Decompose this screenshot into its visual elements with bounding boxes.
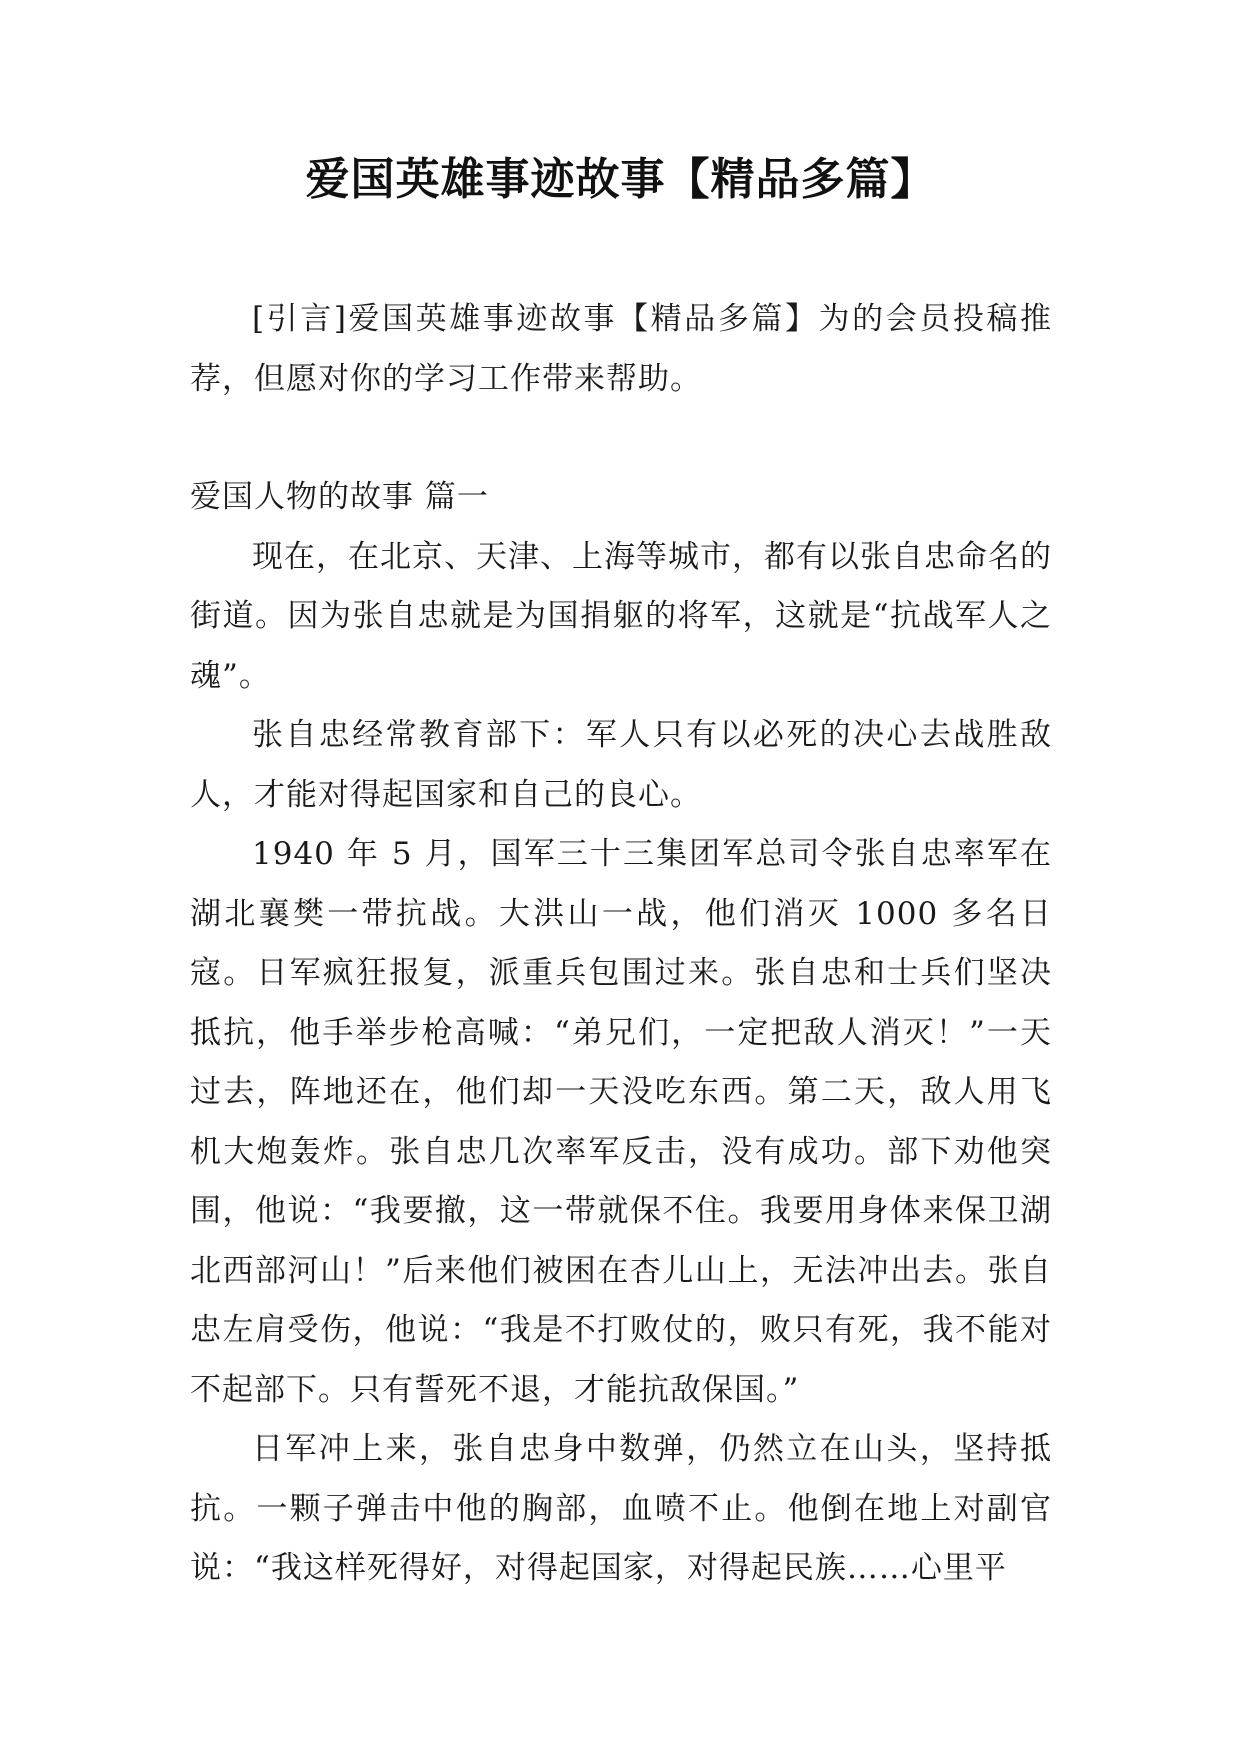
body-paragraph: 日军冲上来，张自忠身中数弹，仍然立在山头，坚持抵抗。一颗子弹击中他的胸部，血喷不止。他倒在地上对副官说：“我这样死得好，对得起国家，对得起民族……心里平 — [190, 1431, 1052, 1586]
body-paragraph: 现在，在北京、天津、上海等城市，都有以张自忠命名的街道。因为张自忠就是为国捐躯的将军，这就是“抗战军人之魂”。 — [190, 538, 1052, 694]
document-body — [190, 290, 1052, 1599]
body-paragraph: 张自忠经常教育部下：军人只有以必死的决心去战胜敌人，才能对得起国家和自己的良心。 — [190, 717, 1052, 813]
body-paragraph: 1940 年 5 月，国军三十三集团军总司令张自忠率军在湖北襄樊一带抗战。大洪山一战，他们消灭 1000 多名日寇。日军疯狂报复，派重兵包围过来。张自忠和士兵们坚决抵抗，他手举步枪高喊：“弟兄们，一定把敌人消灭！”一天过去，阵地还在，他们却一天没吃东西。第二天，敌人用飞机大炮轰炸。张自忠几次率军反击，没有成功。部下劝他突围，他说：“我要撤，这一带就保不住。我要用身体来保卫湖北西部河山！”后来他们被困在杏儿山上，无法冲出去。张自忠左肩受伤，他说：“我是不打败仗的，败只有死，我不能对不起部下。只有誓死不退，才能抗敌保国。” — [190, 836, 1052, 1408]
intro-paragraph: [引言]爱国英雄事迹故事【精品多篇】为的会员投稿推荐，但愿对你的学习工作带来帮助。 — [190, 301, 1052, 397]
section-heading: 爱国人物的故事 篇一 — [190, 479, 489, 515]
page-title: 爱国英雄事迹故事【精品多篇】 — [305, 154, 936, 205]
